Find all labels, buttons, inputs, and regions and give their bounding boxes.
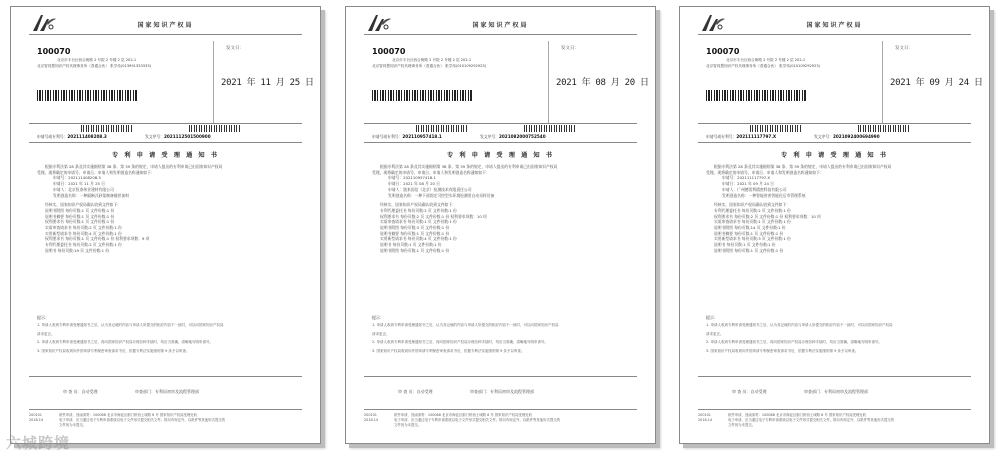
application-field: 申请日：2021 年 11 月 25 日 — [53, 181, 105, 187]
date-label: 发文日： — [895, 46, 913, 51]
divider — [29, 123, 302, 124]
filed-document-item: 实用新型请求书 每份页数:4 页 文件份数:1 份 — [380, 236, 457, 242]
agency-name: 国家知识产权局 — [806, 22, 863, 29]
form-code: 200101 2018.14 — [364, 413, 379, 422]
footer-text: 纸件申请，回函请寄：100088 北京市海淀区蓟门桥西土城路 6 号 国家知识产权局受理处收 电子申请，应当通过电子专利申请系统以电子文件形式提交相关文件。除另有规定外，以纸件等其他形式提交的 文件视为未提交。 — [394, 413, 561, 427]
filed-document-item: 权利要求书 每份页数:2 页 文件份数:1 份 权利要求项数：10 项 — [380, 213, 487, 219]
filed-document-item: 实质审查请求书 每份页数:1 页 文件份数:1 份 — [380, 219, 457, 225]
app-no-label: 申请号或专利号： — [37, 134, 68, 139]
intro-text: 根据专利法第 28 条及其实施细则第 38 条、第 39 条的规定，申请人提出的专利申请已由国家知识产权局 — [45, 164, 223, 169]
note-item: 请求更正。 — [372, 331, 390, 336]
filed-document-item: 说明书附图 每份页数:3 页 文件份数:1 份 — [380, 225, 450, 231]
note-item: 3. 国家知识产权局收到向外国申请专利保密审查请求书后，依据专利法实施细则第 9 条予以审查。 — [37, 348, 190, 353]
office-label: 审查部门： — [470, 389, 490, 394]
notes — [37, 323, 298, 357]
notes — [372, 323, 633, 357]
office: 专利局初审及流程管理部 — [490, 389, 534, 394]
note-item: 2. 申请人收到专利申请受理通知书之后，再向国家知识产权局办理各种手续时，均应当准确、清晰地写明申请号。 — [706, 340, 882, 345]
note-label: 提示： — [372, 315, 384, 320]
intro-text: 受理。现将确定的申请号、申请日、申请人和发明创造名称通知如下： — [37, 169, 155, 175]
divider — [698, 376, 971, 377]
postcode: 100070 — [706, 47, 740, 56]
office: 专利局初审及流程管理部 — [155, 389, 199, 394]
divider — [698, 409, 971, 410]
application-field: 发明创造名称：一种下部固定可控型水环境检测用自动采样设备 — [388, 192, 495, 198]
filed-document-item: 权利要求书 每份页数:1 页 文件份数:1 份 权利要求项数：9 项 — [45, 236, 150, 242]
date-label: 发文日： — [226, 46, 244, 51]
divider — [29, 142, 302, 143]
application-field: 申请人：北京恒泰伟业建材有限公司 — [53, 186, 114, 192]
agent-line: 北京智同慧知识产权代理事务所（普通合伙） 张学伟(013991353333) — [37, 64, 152, 68]
form-code: 200101 2018.14 — [29, 413, 44, 422]
serial-number: 2021092400694990 — [832, 134, 880, 139]
filed-document-item: 说明书摘要 每份页数:1 页 文件份数:1 份 — [714, 230, 784, 236]
application-number: 202111408208.3 — [67, 134, 107, 139]
note-item: 1. 申请人收到专利申请受理通知书之后，认为其记载的内容与申请人所提交的相应内容不一致时，可以向国家知识产权局 — [37, 323, 224, 327]
address-line: 北京市丰台区西合街路 2 号院 2 号楼 2 层 202-1 — [392, 58, 472, 62]
agent-line: 北京智同慧知识产权代理事务所（普通合伙） 张学伟(010109292923) — [372, 64, 487, 68]
filed-document-item: 专利代理委托书 每份页数:2 页 文件份数:1 份 — [380, 207, 457, 213]
watermark: 六城跨境 — [6, 434, 71, 452]
serial-label: 发文序号： — [145, 134, 164, 139]
examiner: 自动受理 — [81, 389, 98, 394]
divider — [698, 142, 971, 143]
serial-barcode — [858, 125, 910, 132]
postcode: 100070 — [372, 47, 406, 56]
filed-document-item: 说明书附图 每份页数:1 页 文件份数:1 份 — [714, 247, 784, 253]
application-field: 申请号：202111117797.X — [722, 175, 770, 181]
filed-document-item: 说明书附图 每份页数:14 页 文件份数:1 份 — [714, 225, 786, 231]
divider — [213, 41, 214, 123]
note-item: 3. 国家知识产权局收到向外国申请专利保密审查请求书后，依据专利法实施细则第 9 条予以审查。 — [372, 348, 525, 353]
filed-header: 经核实，国家知识产权局确认收到文件如下： — [380, 202, 456, 208]
footer-text: 纸件申请，回函请寄：100088 北京市海淀区蓟门桥西土城路 6 号 国家知识产权局受理处收 电子申请，应当通过电子专利申请系统以电子文件形式提交相关文件。除另有规定外，以纸件等其他形式提交的 文件视为未提交。 — [59, 413, 226, 427]
notice-body — [37, 164, 292, 254]
examiner: 自动受理 — [750, 389, 767, 394]
serial-label: 发文序号： — [480, 134, 499, 139]
issue-date: 2021 年 09 月 24 日 — [890, 78, 983, 88]
address-barcode — [372, 90, 472, 101]
application-number: 202110957418.1 — [402, 134, 442, 139]
serial-label: 发文序号： — [814, 134, 833, 139]
issue-date: 2021 年 08 月 20 日 — [556, 78, 649, 88]
application-field: 申请人：广州德雷利精密科技有限公司 — [722, 186, 787, 192]
notice-document — [10, 6, 321, 444]
divider — [29, 409, 302, 410]
filed-header: 经核实，国家知识产权局确认收到文件如下： — [714, 202, 790, 208]
intro-text: 根据专利法第 28 条及其实施细则第 38 条、第 39 条的规定，申请人提出的专利申请已由国家知识产权局 — [714, 164, 892, 169]
application-field: 申请日：2021 年 09 月 24 日 — [722, 181, 774, 187]
note-item: 2. 申请人收到专利申请受理通知书之后，再向国家知识产权局办理各种手续时，均应当准确、清晰地写明申请号。 — [37, 340, 213, 345]
examiner-label: 审 查 员： — [63, 389, 82, 394]
filed-document-item: 专利代理委托书 每份页数:2 页 文件份数:1 份 — [45, 242, 122, 248]
notice-document — [345, 6, 656, 444]
reference-row — [706, 134, 880, 140]
agency-name: 国家知识产权局 — [472, 22, 529, 29]
filed-document-item: 权利要求书 每份页数:1 页 文件份数:1 份 — [45, 219, 115, 225]
serial-number: 2021112501500900 — [163, 134, 211, 139]
note-item: 请求更正。 — [706, 331, 724, 336]
notice-title: 专 利 申 请 受 理 通 知 书 — [112, 152, 219, 159]
filed-document-item: 权利要求书 每份页数:2 页 文件份数:1 份 权利要求项数：10 项 — [714, 213, 821, 219]
app-no-label: 申请号或专利号： — [372, 134, 403, 139]
filed-document-item: 说明书摘要 每份页数:1 页 文件份数:1 份 — [380, 230, 450, 236]
note-item: 请求更正。 — [37, 331, 55, 336]
notice-document — [679, 6, 990, 444]
serial-number: 2021082000752540 — [498, 134, 546, 139]
address-barcode — [37, 90, 137, 101]
serial-barcode — [189, 125, 241, 132]
application-barcode — [750, 125, 802, 132]
address-line: 北京市丰台区西合街路 2 号院 2 号楼 2 层 202-1 — [57, 58, 137, 62]
divider — [364, 376, 637, 377]
notice-body — [706, 164, 961, 254]
address-line: 北京市丰台区西合街路 2 号院 2 号楼 2 层 202-1 — [726, 58, 806, 62]
notice-title: 专 利 申 请 受 理 通 知 书 — [781, 152, 888, 159]
divider — [364, 409, 637, 410]
divider — [882, 41, 883, 123]
issue-date: 2021 年 11 月 25 日 — [221, 78, 314, 88]
office: 专利局初审及流程管理部 — [824, 389, 868, 394]
filed-document-item: 实用新型请求书 每份页数:4 页 文件份数:1 份 — [45, 230, 122, 236]
divider — [364, 123, 637, 124]
note-item: 1. 申请人收到专利申请受理通知书之后，认为其记载的内容与申请人所提交的相应内容不一致时，可以向国家知识产权局 — [706, 323, 893, 327]
office-label: 审查部门： — [804, 389, 824, 394]
divider — [29, 34, 302, 35]
examiner-label: 审 查 员： — [398, 389, 417, 394]
filed-document-item: 实用新型请求书 每份页数:3 页 文件份数:1 份 — [714, 236, 791, 242]
divider — [364, 142, 637, 143]
filed-document-item: 说明书 每份页数:19 页 文件份数:1 份 — [45, 247, 109, 253]
note-item: 1. 申请人收到专利申请受理通知书之后，认为其记载的内容与申请人所提交的相应内容不一致时，可以向国家知识产权局 — [372, 323, 559, 327]
filed-document-item: 说明书 每份页数:1 页 文件份数:1 份 — [714, 242, 776, 248]
application-barcode — [416, 125, 468, 132]
application-field: 申请号：202111408208.3 — [53, 175, 101, 181]
filed-document-item: 说明书附图 每份页数:1 页 文件份数:1 份 — [380, 247, 450, 253]
filed-document-item: 说明书摘要 每份页数:1 页 文件份数:1 份 — [45, 213, 115, 219]
note-item: 3. 国家知识产权局收到向外国申请专利保密审查请求书后，依据专利法实施细则第 9 条予以审查。 — [706, 348, 859, 353]
postcode: 100070 — [37, 47, 71, 56]
note-label: 提示： — [37, 315, 49, 320]
divider — [698, 123, 971, 124]
notice-title: 专 利 申 请 受 理 通 知 书 — [447, 152, 554, 159]
filed-document-item: 实质审查请求书 每份页数:2 页 文件份数:1 份 — [45, 225, 122, 231]
filed-document-item: 专利代理委托书 每份页数:2 页 文件份数:1 份 — [714, 207, 791, 213]
agency-name: 国家知识产权局 — [137, 22, 194, 29]
filed-header: 经核实，国家知识产权局确认收到文件如下： — [45, 202, 121, 208]
divider — [364, 34, 637, 35]
app-no-label: 申请号或专利号： — [706, 134, 737, 139]
intro-text: 受理。现将确定的申请号、申请日、申请人和发明创造名称通知如下： — [706, 169, 824, 175]
notice-body — [372, 164, 627, 254]
application-number: 202111117797.X — [736, 134, 777, 139]
footer-text: 纸件申请，回函请寄：100088 北京市海淀区蓟门桥西土城路 6 号 国家知识产权局受理处收 电子申请，应当通过电子专利申请系统以电子文件形式提交相关文件。除另有规定外，以纸件等其他形式提交的 文件视为未提交。 — [728, 413, 895, 427]
serial-barcode — [524, 125, 576, 132]
filed-document-item: 说明书附图 每份页数:1 页 文件份数:1 份 — [45, 207, 115, 213]
examiner: 自动受理 — [416, 389, 433, 394]
application-field: 申请号：202110957418.1 — [388, 175, 436, 181]
form-code: 200101 2018.14 — [698, 413, 713, 422]
intro-text: 根据专利法第 28 条及其实施细则第 38 条、第 39 条的规定，申请人提出的专利申请已由国家知识产权局 — [380, 164, 558, 169]
address-barcode — [706, 90, 806, 101]
filed-document-item: 实质审查请求书 每份页数:1 页 文件份数:1 份 — [714, 219, 791, 225]
reference-row — [372, 134, 546, 140]
intro-text: 受理。现将确定的申请号、申请日、申请人和发明创造名称通知如下： — [372, 169, 490, 175]
application-barcode — [81, 125, 133, 132]
divider — [548, 41, 549, 123]
application-field: 发明创造名称：一种智能省省智能化后市管理系统 — [722, 192, 806, 198]
agent-line: 北京智同慧知识产权代理事务所（普通合伙） 张学伟(010109292923) — [706, 64, 821, 68]
notes — [706, 323, 967, 357]
date-label: 发文日： — [561, 46, 579, 51]
reference-row — [37, 134, 211, 140]
note-item: 2. 申请人收到专利申请受理通知书之后，再向国家知识产权局办理各种手续时，均应当准确、清晰地写明申请号。 — [372, 340, 548, 345]
divider — [698, 34, 971, 35]
divider — [29, 376, 302, 377]
application-field: 申请人：奥来国信（北京）检测技术有限责任公司 — [388, 186, 472, 192]
filed-document-item: 说明书 每份页数:1 页 文件份数:1 份 — [380, 242, 442, 248]
application-field: 申请日：2021 年 08 月 20 日 — [388, 181, 440, 187]
office-label: 审查部门： — [135, 389, 155, 394]
note-label: 提示： — [706, 315, 718, 320]
application-field: 发明创造名称：一种隔断式砂浆制备搅拌加料 — [53, 192, 129, 198]
examiner-label: 审 查 员： — [732, 389, 751, 394]
